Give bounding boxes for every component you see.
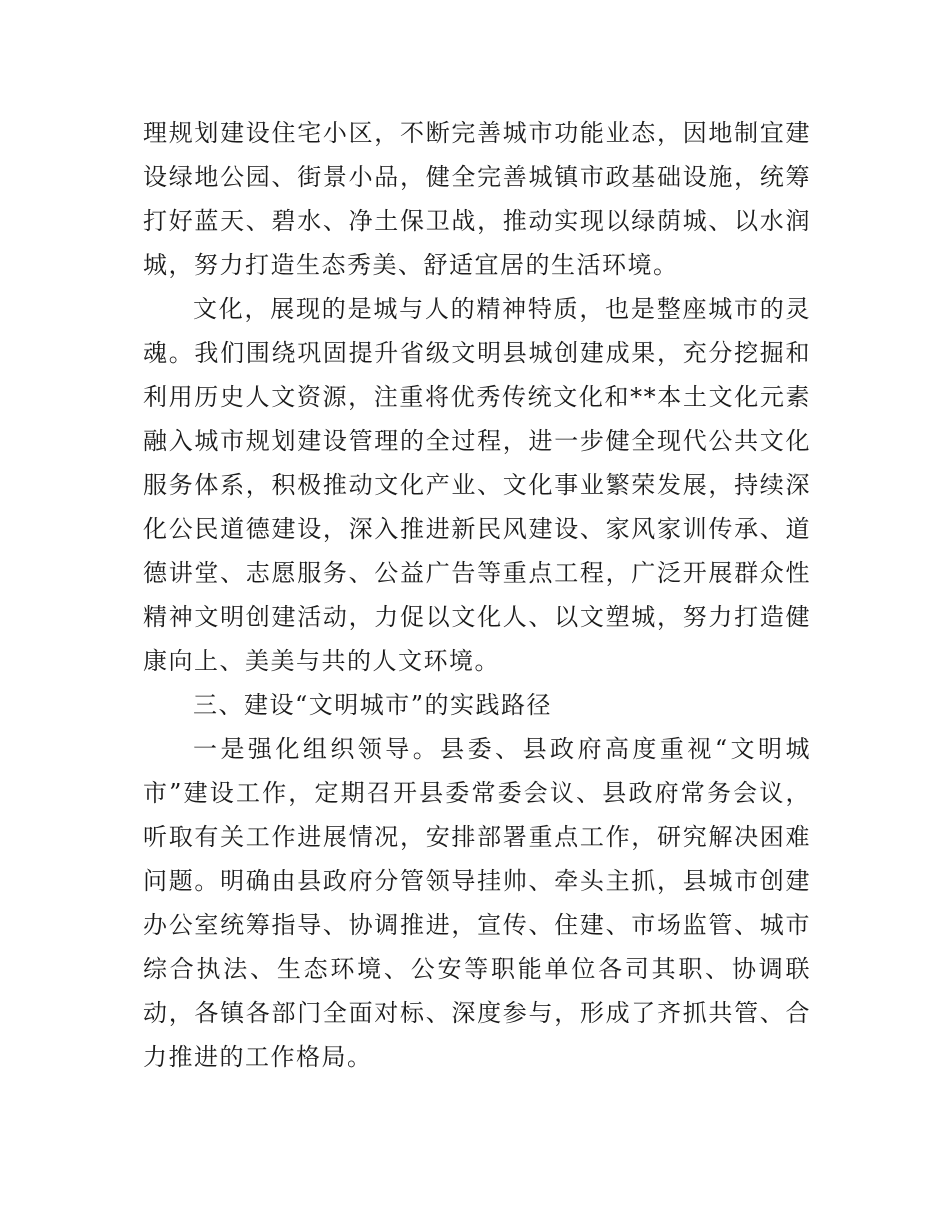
section-heading-practice-path: 三、建设“文明城市”的实践路径 xyxy=(193,691,553,719)
paragraph-organization-leadership: 一是强化组织领导。县委、县政府高度重视“文明城市”建设工作，定期召开县委常委会议、县政府常务会议，听取有关工作进展情况，安排部署重点工作，研究解决困难问题。明确由县政府分管领导挂帅、牵头主抓，县城市创建办公室统筹指导、协调推进，宣传、住建、市场监管、城市综合执法、生态环境、公安等职能单位各司其职、协调联动，各镇各部门全面对标、深度参与，形成了齐抓共管、合力推进的工作格局。 xyxy=(143,735,811,1071)
paragraph-living-environment: 理规划建设住宅小区，不断完善城市功能业态，因地制宜建设绿地公园、街景小品，健全完善城镇市政基础设施，统筹打好蓝天、碧水、净土保卫战，推动实现以绿荫城、以水润城，努力打造生态秀美、舒适宜居的生活环境。 xyxy=(143,119,811,279)
document-page xyxy=(143,111,811,1079)
paragraph-culture: 文化，展现的是城与人的精神特质，也是整座城市的灵魂。我们围绕巩固提升省级文明县城创建成果，充分挖掘和利用历史人文资源，注重将优秀传统文化和**本土文化元素融入城市规划建设管理的全过程，进一步健全现代公共文化服务体系，积极推动文化产业、文化事业繁荣发展，持续深化公民道德建设，深入推进新民风建设、家风家训传承、道德讲堂、志愿服务、公益广告等重点工程，广泛开展群众性精神文明创建活动，力促以文化人、以文塑城，努力打造健康向上、美美与共的人文环境。 xyxy=(143,295,811,675)
